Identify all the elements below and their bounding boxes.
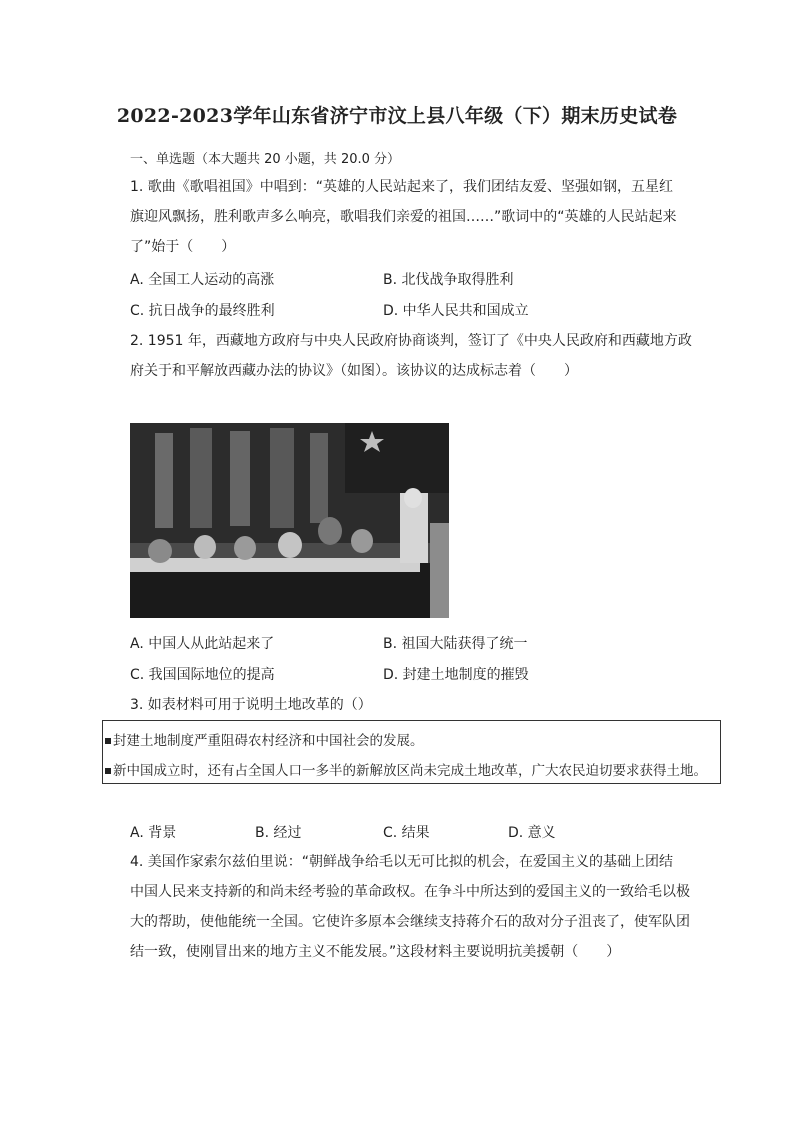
question-4-line: 大的帮助，使他能统一全国。它使许多原本会继续支持蒋介石的敌对分子沮丧了，使军队团 <box>130 914 690 930</box>
question-1-line: 旗迎风飘扬，胜利歌声多么响亮，歌唱我们亲爱的祖国……”歌词中的“英雄的人民站起来 <box>130 209 677 225</box>
q2-option-a[interactable]: A. 中国人从此站起来了 <box>130 636 275 652</box>
question-1-line: 了”始于（ ） <box>130 239 236 255</box>
section-heading: 一、单选题（本大题共 20 小题，共 20.0 分） <box>130 152 401 167</box>
question-4 <box>130 847 695 967</box>
material-item <box>105 729 424 749</box>
material-item <box>105 759 707 779</box>
q2-option-d[interactable]: D. 封建土地制度的摧毁 <box>383 667 529 683</box>
material-box <box>102 720 721 784</box>
treaty-signing-photo <box>130 423 449 618</box>
question-4-line: 结一致，使刚冒出来的地方主义不能发展。”这段材料主要说明抗美援朝（ ） <box>130 944 621 960</box>
q1-option-c[interactable]: C. 抗日战争的最终胜利 <box>130 303 275 319</box>
exam-title: 2022-2023学年山东省济宁市汶上县八年级（下）期末历史试卷 <box>116 105 678 127</box>
question-3 <box>130 690 695 720</box>
photo-illustration <box>130 423 449 618</box>
question-1 <box>130 172 695 262</box>
q3-option-a[interactable]: A. 背景 <box>130 825 177 841</box>
q2-option-c[interactable]: C. 我国国际地位的提高 <box>130 667 275 683</box>
q3-option-d[interactable]: D. 意义 <box>508 825 556 841</box>
square-bullet-icon <box>105 768 111 774</box>
question-3-stem: 3. 如表材料可用于说明土地改革的（） <box>130 697 372 713</box>
question-4-line: 4. 美国作家索尔兹伯里说：“朝鲜战争给毛以无可比拟的机会，在爱国主义的基础上团结 <box>130 854 674 870</box>
question-2-line: 府关于和平解放西藏办法的协议》（如图）。该协议的达成标志着（ ） <box>130 363 578 379</box>
q1-option-d[interactable]: D. 中华人民共和国成立 <box>383 303 529 319</box>
question-2 <box>130 326 695 386</box>
question-1-line: 1. 歌曲《歌唱祖国》中唱到：“英雄的人民站起来了，我们团结友爱、坚强如钢，五星红 <box>130 179 674 195</box>
material-text: 封建土地制度严重阻碍农村经济和中国社会的发展。 <box>113 733 424 749</box>
material-text: 新中国成立时，还有占全国人口一多半的新解放区尚未完成土地改革，广大农民迫切要求获得土地。 <box>113 763 707 779</box>
q1-option-b[interactable]: B. 北伐战争取得胜利 <box>383 272 514 288</box>
square-bullet-icon <box>105 738 111 744</box>
q3-option-c[interactable]: C. 结果 <box>383 825 430 841</box>
question-4-line: 中国人民来支持新的和尚未经考验的革命政权。在争斗中所达到的爱国主义的一致给毛以极 <box>130 884 690 900</box>
q2-option-b[interactable]: B. 祖国大陆获得了统一 <box>383 636 528 652</box>
question-2-line: 2. 1951 年，西藏地方政府与中央人民政府协商谈判，签订了《中央人民政府和西藏地方政 <box>130 333 692 349</box>
q3-option-b[interactable]: B. 经过 <box>255 825 302 841</box>
q1-option-a[interactable]: A. 全国工人运动的高涨 <box>130 272 275 288</box>
